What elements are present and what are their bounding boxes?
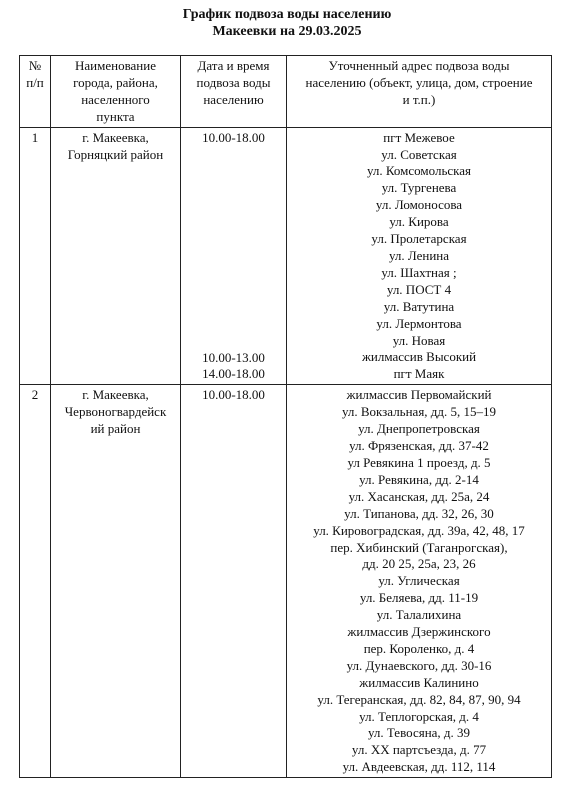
header-place: Наименование города, района, населенного пункта <box>51 56 181 128</box>
title-line-1: График подвоза воды населению <box>182 7 392 22</box>
address-line: ул. Лермонтова <box>376 315 462 331</box>
address-line: жилмассив Дзержинского <box>347 624 491 640</box>
address-line: ул. Вокзальная, дд. 5, 15–19 <box>341 404 497 420</box>
address-line: ул. Беляева, дд. 11-19 <box>359 590 479 606</box>
address-line: ул. Кирова <box>389 214 449 230</box>
document-title <box>0 6 574 40</box>
address-line: ул. Советская <box>381 146 457 162</box>
address-line: ул. Ватутина <box>383 298 455 314</box>
address-line: ул. Авдеевская, дд. 112, 114 <box>342 759 496 775</box>
address-line: ул. Ленина <box>388 247 450 263</box>
address-line: ул. Теплогорская, д. 4 <box>359 708 479 724</box>
address-line: пгт Межевое <box>383 129 455 145</box>
row-place: г. Макеевка, Горняцкий район <box>51 127 181 385</box>
address-line: жилмассив Калинино <box>359 674 479 690</box>
title-line-2: Макеевки на 29.03.2025 <box>212 24 362 39</box>
row-time: 10.00-18.00 <box>181 385 287 778</box>
address-line: ул. Хасанская, дд. 25а, 24 <box>348 488 490 504</box>
address-line: ул. Шахтная ; <box>381 264 457 280</box>
address-line: ул. Ломоносова <box>375 197 463 213</box>
address-line: жилмассив Высокий <box>361 349 477 365</box>
address-line: ул. Комсомольская <box>366 163 472 179</box>
header-address: Уточненный адрес подвоза воды населению (объект, улица, дом, строение и т.п.) <box>287 56 552 128</box>
row-time: 10.00-18.00 10.00-13.00 14.00-18.00 <box>181 127 287 385</box>
address-line: жилмассив Первомайский <box>346 387 492 403</box>
address-line: ул. Тургенева <box>381 180 457 196</box>
address-line: ул. Тегеранская, дд. 82, 84, 87, 90, 94 <box>317 691 521 707</box>
address-line: ул. Углическая <box>378 573 460 589</box>
address-line: ул. Фрязенская, дд. 37-42 <box>349 438 489 454</box>
row-place: г. Макеевка, Червоногвардейск ий район <box>51 385 181 778</box>
row-num: 1 <box>20 127 51 385</box>
row-addresses <box>287 127 552 385</box>
address-line: ул. Ревякина, дд. 2-14 <box>359 471 479 487</box>
header-num: № п/п <box>20 56 51 128</box>
address-line: пер. Хибинский (Таганрогская), <box>330 539 508 555</box>
address-line: ул. Типанова, дд. 32, 26, 30 <box>344 505 494 521</box>
address-line: пгт Маяк <box>393 366 445 382</box>
address-line: ул. ПОСТ 4 <box>386 281 452 297</box>
header-time: Дата и время подвоза воды населению <box>181 56 287 128</box>
address-line: ул. Дунаевского, дд. 30-16 <box>346 657 492 673</box>
address-line: ул. XX партсъезда, д. 77 <box>351 742 487 758</box>
address-line: ул. Кировоградская, дд. 39а, 42, 48, 17 <box>313 522 525 538</box>
table-header-row <box>20 56 552 128</box>
address-line: ул Ревякина 1 проезд, д. 5 <box>347 454 491 470</box>
row-addresses <box>287 385 552 778</box>
table-row <box>20 127 552 385</box>
address-line: пер. Короленко, д. 4 <box>363 640 475 656</box>
water-delivery-table <box>19 55 552 778</box>
address-line: ул. Пролетарская <box>371 231 467 247</box>
address-line: ул. Талалихина <box>376 607 462 623</box>
address-line: ул. Новая <box>392 332 446 348</box>
table-row <box>20 385 552 778</box>
row-num: 2 <box>20 385 51 778</box>
address-line: дд. 20 25, 25а, 23, 26 <box>362 556 476 572</box>
time-spacer <box>183 147 284 350</box>
address-line: ул. Днепропетровская <box>358 421 480 437</box>
address-line: ул. Тевосяна, д. 39 <box>367 725 471 741</box>
